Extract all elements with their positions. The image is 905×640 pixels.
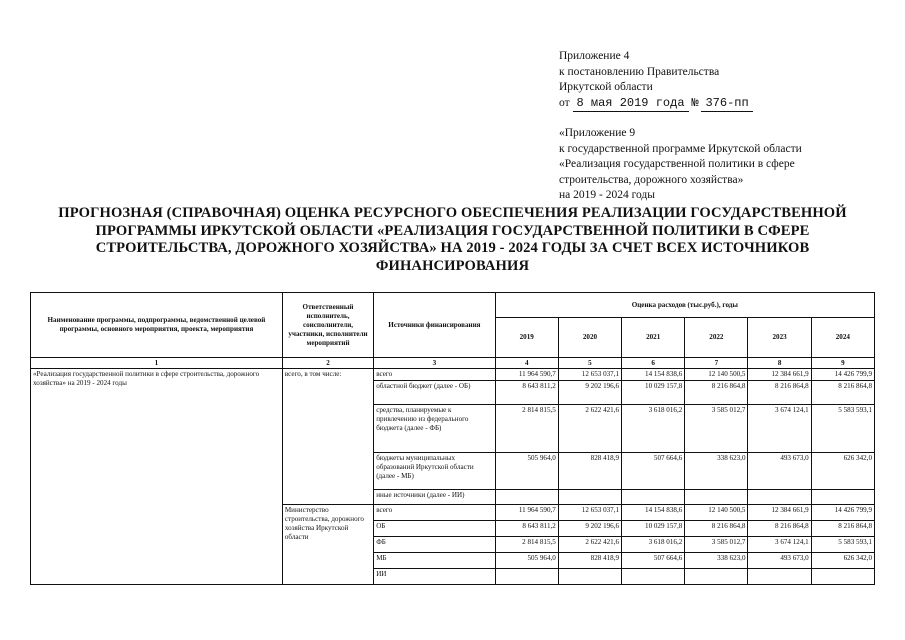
value-cell: 8 643 811,2 <box>495 381 558 405</box>
value-cell: 2 622 421,6 <box>558 405 621 453</box>
value-cell <box>558 569 621 585</box>
table-row <box>31 369 875 381</box>
value-cell: 3 618 016,2 <box>622 537 685 553</box>
executor-cell: всего, в том числе: <box>282 369 373 505</box>
value-cell: 8 216 864,8 <box>811 381 874 405</box>
source-cell: иные источники (далее - ИИ) <box>374 490 495 505</box>
year-header: 2020 <box>558 318 621 358</box>
value-cell: 12 653 037,1 <box>558 505 621 521</box>
year-header: 2023 <box>748 318 811 358</box>
value-cell: 11 964 590,7 <box>495 505 558 521</box>
source-cell: всего <box>374 369 495 381</box>
value-cell: 2 814 815,5 <box>495 405 558 453</box>
value-cell <box>748 569 811 585</box>
value-cell <box>811 490 874 505</box>
year-header: 2019 <box>495 318 558 358</box>
col-number: 2 <box>282 358 373 369</box>
resolution-number: 376-пп <box>701 96 752 113</box>
value-cell <box>748 490 811 505</box>
col-number: 9 <box>811 358 874 369</box>
value-cell: 828 418,9 <box>558 553 621 569</box>
resolution-ref: к постановлению Правительства <box>559 65 720 78</box>
title-line: ФИНАНСИРОВАНИЯ <box>375 257 530 274</box>
column-number-row <box>31 358 875 369</box>
sub-line: к государственной программе Иркутской области <box>559 142 802 155</box>
value-cell <box>495 569 558 585</box>
year-header: 2021 <box>622 318 685 358</box>
sub-line: строительства, дорожного хозяйства» <box>559 173 744 186</box>
value-cell: 8 216 864,8 <box>748 381 811 405</box>
value-cell: 626 342,0 <box>811 453 874 490</box>
col-number: 4 <box>495 358 558 369</box>
title-line: ПРОГНОЗНАЯ (СПРАВОЧНАЯ) ОЦЕНКА РЕСУРСНОГО ОБЕСПЕЧЕНИЯ РЕАЛИЗАЦИИ ГОСУДАРСТВЕННОЙ <box>58 205 847 221</box>
value-cell: 3 585 012,7 <box>685 405 748 453</box>
source-cell: областной бюджет (далее - ОБ) <box>374 381 495 405</box>
value-cell: 12 140 500,5 <box>685 505 748 521</box>
value-cell: 9 202 196,6 <box>558 521 621 537</box>
value-cell: 3 585 012,7 <box>685 537 748 553</box>
value-cell: 338 623,0 <box>685 453 748 490</box>
value-cell <box>685 490 748 505</box>
source-cell: всего <box>374 505 495 521</box>
program-name-cell: «Реализация государственной политики в сфере строительства, дорожного хозяйства» на 2019 - 2024 годы <box>31 369 283 585</box>
government-name: Иркутской области <box>559 81 653 93</box>
value-cell <box>811 569 874 585</box>
document-title <box>30 205 875 275</box>
sub-line: на 2019 - 2024 годы <box>559 189 656 201</box>
year-header: 2024 <box>811 318 874 358</box>
value-cell: 11 964 590,7 <box>495 369 558 381</box>
source-cell: ФБ <box>374 537 495 553</box>
value-cell: 505 964,0 <box>495 553 558 569</box>
value-cell: 12 140 500,5 <box>685 369 748 381</box>
number-prefix: № <box>691 95 699 110</box>
year-header: 2022 <box>685 318 748 358</box>
value-cell: 8 643 811,2 <box>495 521 558 537</box>
value-cell: 14 154 838,6 <box>622 369 685 381</box>
col-number: 8 <box>748 358 811 369</box>
program-appendix-ref <box>559 126 802 204</box>
value-cell <box>685 569 748 585</box>
sub-line: «Приложение 9 <box>559 127 636 139</box>
value-cell: 14 426 799,9 <box>811 505 874 521</box>
col-header-source: Источники финансирования <box>374 293 495 358</box>
value-cell: 3 618 016,2 <box>622 405 685 453</box>
col-number: 6 <box>622 358 685 369</box>
executor-cell: Министерство строительства, дорожного хозяйства Иркутской области <box>282 505 373 585</box>
sub-line: «Реализация государственной политики в сфере <box>559 158 795 170</box>
col-number: 5 <box>558 358 621 369</box>
value-cell: 12 653 037,1 <box>558 369 621 381</box>
resolution-date: 8 мая 2019 года <box>573 96 689 113</box>
title-line: СТРОИТЕЛЬСТВА, ДОРОЖНОГО ХОЗЯЙСТВА» НА 2019 - 2024 ГОДЫ ЗА СЧЕТ ВСЕХ ИСТОЧНИКОВ <box>95 240 810 256</box>
value-cell: 507 664,6 <box>622 553 685 569</box>
value-cell: 2 622 421,6 <box>558 537 621 553</box>
value-cell: 3 674 124,1 <box>748 405 811 453</box>
value-cell <box>622 490 685 505</box>
value-cell: 8 216 864,8 <box>685 381 748 405</box>
appendix-header <box>559 49 753 112</box>
value-cell: 3 674 124,1 <box>748 537 811 553</box>
value-cell: 8 216 864,8 <box>811 521 874 537</box>
value-cell: 338 623,0 <box>685 553 748 569</box>
col-header-estimate: Оценка расходов (тыс.руб.), годы <box>495 293 874 318</box>
date-prefix: от <box>559 96 570 109</box>
value-cell <box>495 490 558 505</box>
source-cell: бюджеты муниципальных образований Иркутской области (далее - МБ) <box>374 453 495 490</box>
value-cell: 10 029 157,8 <box>622 521 685 537</box>
source-cell: средства, планируемые к привлечению из федерального бюджета (далее - ФБ) <box>374 405 495 453</box>
resolution-date-line <box>559 96 753 113</box>
value-cell: 8 216 864,8 <box>748 521 811 537</box>
value-cell: 493 673,0 <box>748 453 811 490</box>
value-cell: 5 583 593,1 <box>811 537 874 553</box>
value-cell <box>558 490 621 505</box>
title-line: ПРОГРАММЫ ИРКУТСКОЙ ОБЛАСТИ «РЕАЛИЗАЦИЯ ГОСУДАРСТВЕННОЙ ПОЛИТИКИ В СФЕРЕ <box>95 222 810 239</box>
appendix-number: Приложение 4 <box>559 50 630 62</box>
value-cell: 828 418,9 <box>558 453 621 490</box>
value-cell: 493 673,0 <box>748 553 811 569</box>
value-cell: 505 964,0 <box>495 453 558 490</box>
value-cell: 12 384 661,9 <box>748 505 811 521</box>
col-number: 3 <box>374 358 495 369</box>
value-cell: 507 664,6 <box>622 453 685 490</box>
resource-estimate-table <box>30 292 875 585</box>
value-cell: 12 384 661,9 <box>748 369 811 381</box>
source-cell: ОБ <box>374 521 495 537</box>
col-header-executor: Ответственный исполнитель, соисполнители, участники, исполнители мероприятий <box>282 293 373 358</box>
value-cell: 10 029 157,8 <box>622 381 685 405</box>
value-cell: 626 342,0 <box>811 553 874 569</box>
value-cell: 14 426 799,9 <box>811 369 874 381</box>
value-cell: 2 814 815,5 <box>495 537 558 553</box>
source-cell: МБ <box>374 553 495 569</box>
value-cell: 14 154 838,6 <box>622 505 685 521</box>
col-header-name: Наименование программы, подпрограммы, ведомственной целевой программы, основного мероприятия, проекта, мероприятия <box>31 293 283 358</box>
value-cell: 9 202 196,6 <box>558 381 621 405</box>
value-cell: 8 216 864,8 <box>685 521 748 537</box>
source-cell: ИИ <box>374 569 495 585</box>
col-number: 7 <box>685 358 748 369</box>
value-cell <box>622 569 685 585</box>
col-number: 1 <box>31 358 283 369</box>
value-cell: 5 583 593,1 <box>811 405 874 453</box>
